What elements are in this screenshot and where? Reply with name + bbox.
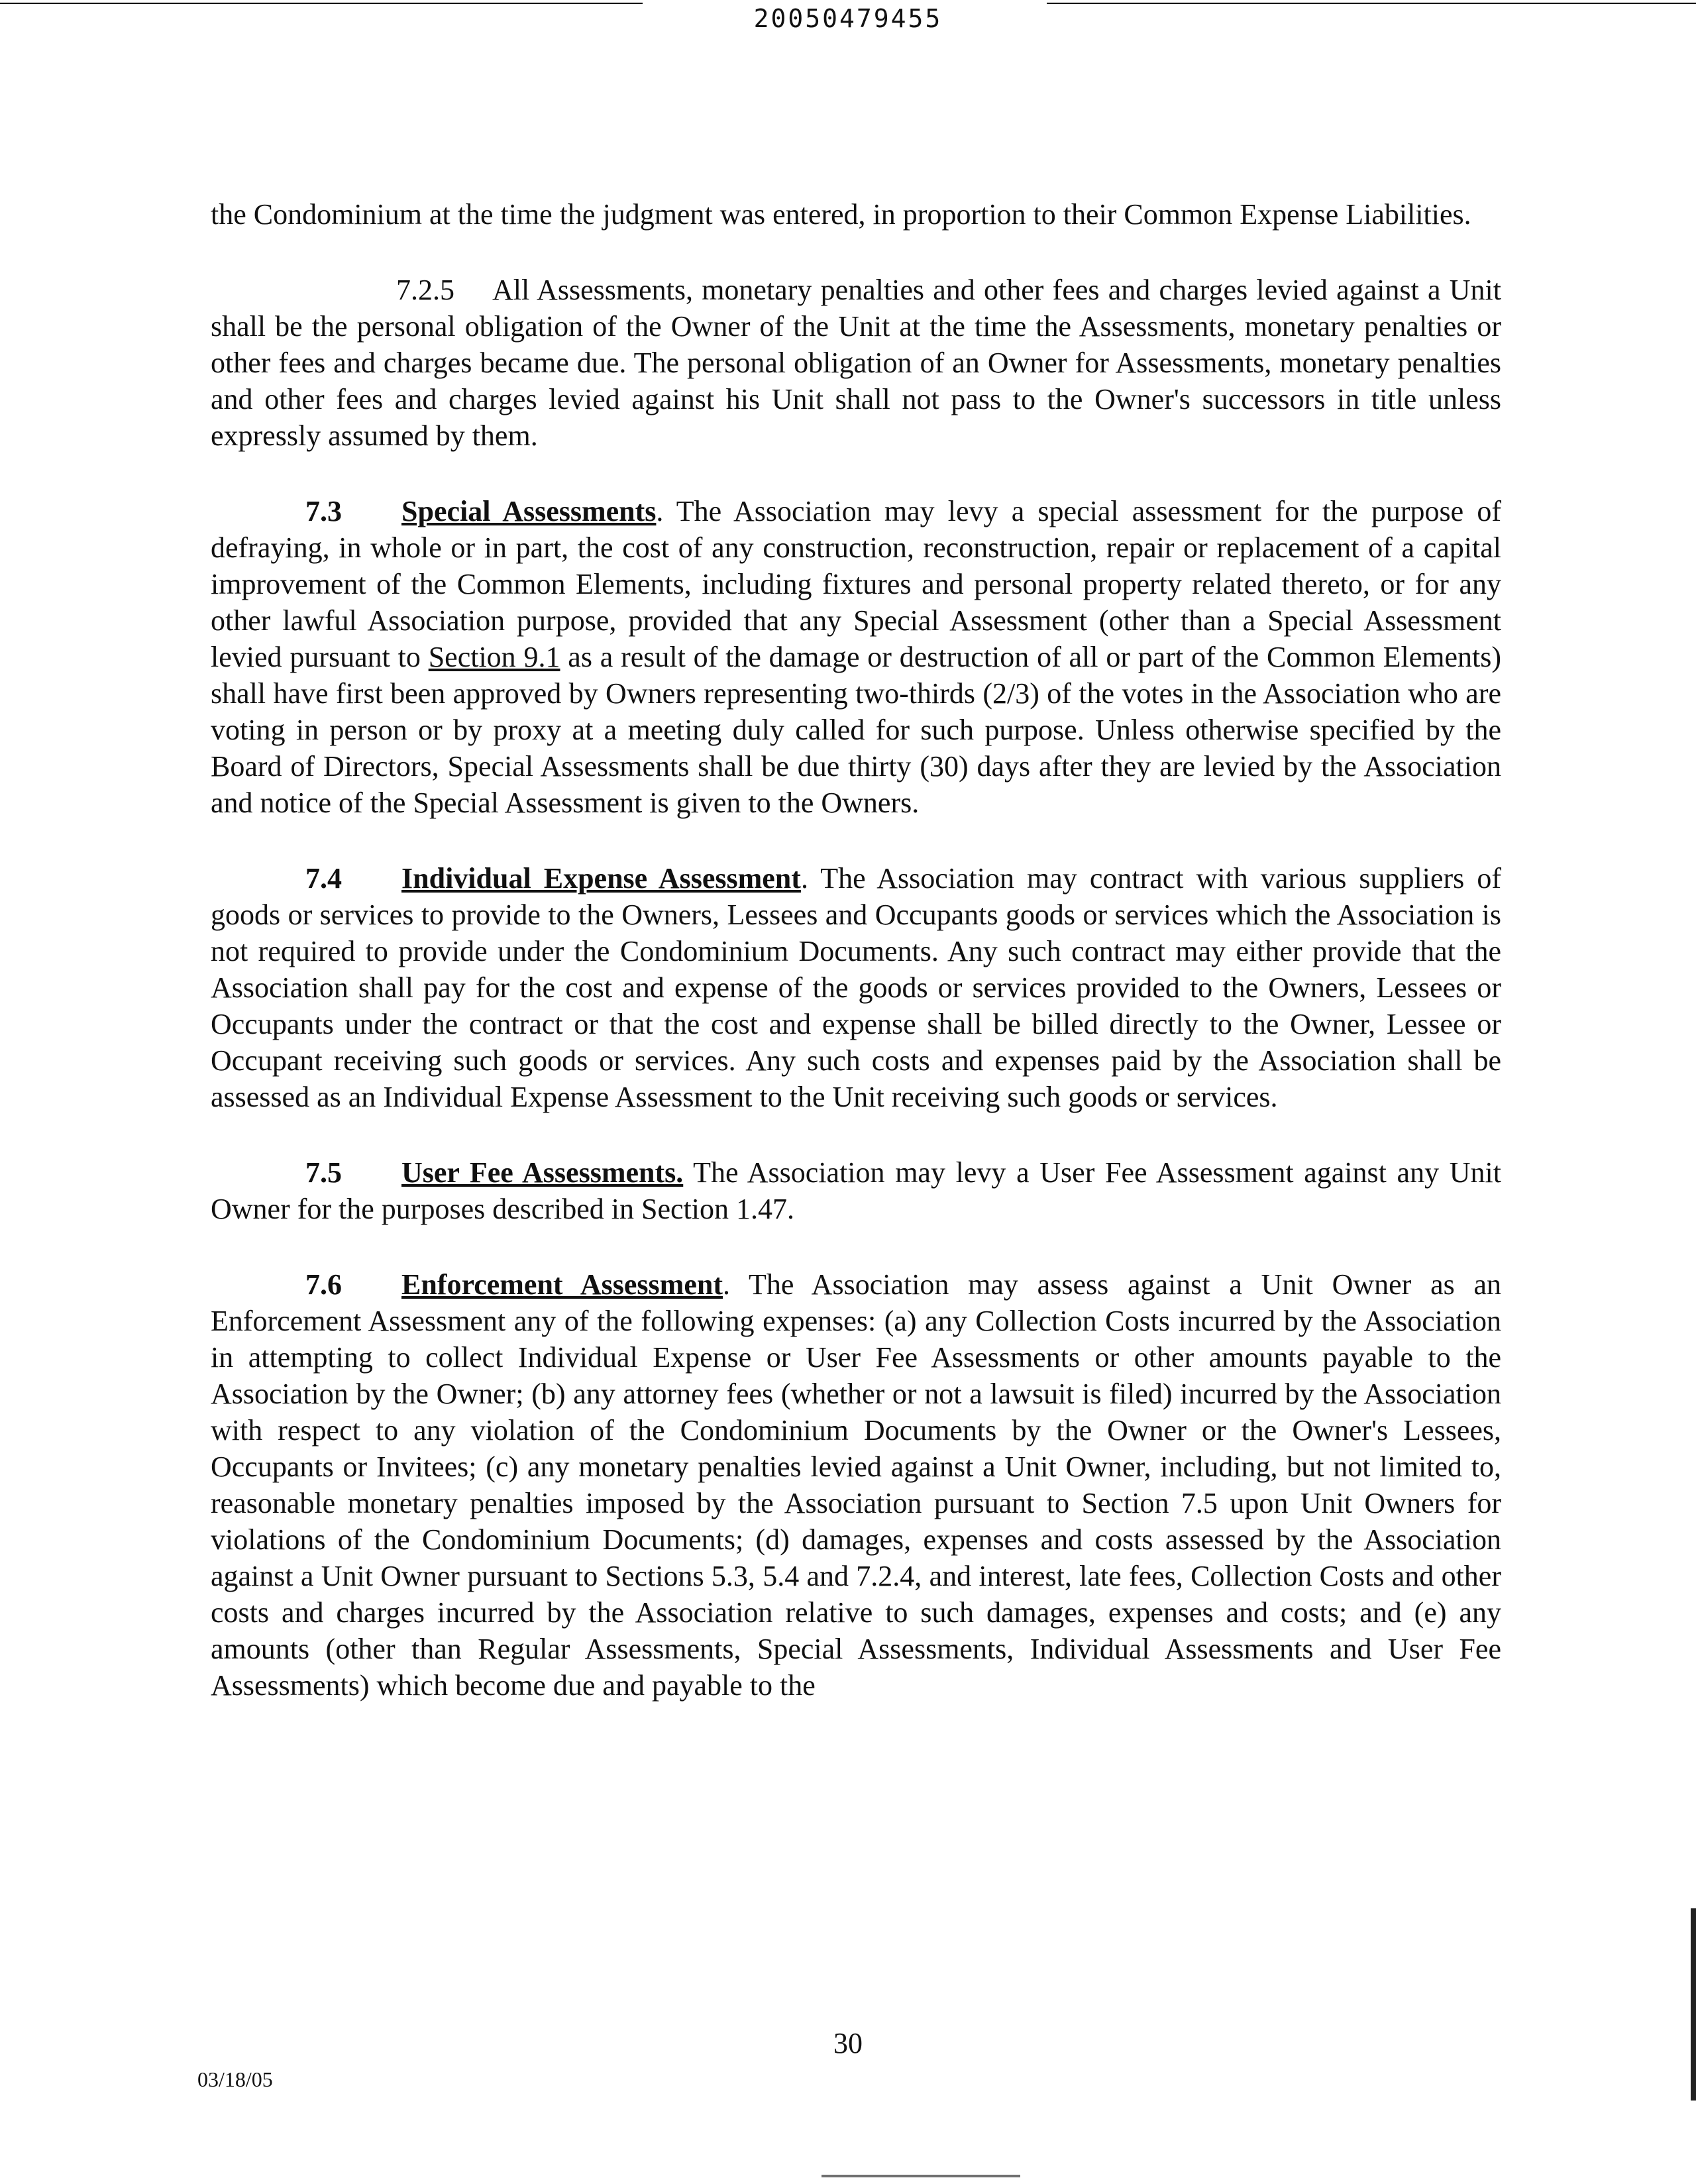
paragraph-continuation bbox=[211, 196, 1501, 233]
section-7-6: 7.6 Enforcement Assessment. The Association may assess against a Unit Owner as an Enforcement Assessment any of the following expenses: (a) any Collection Costs incurred by the Association in attempting to collect Individual Expense or User Fee Assessments or other amounts payable to the Association by the Owner; (b) any attorney fees (whether or not a lawsuit is filed) incurred by the Association with respect to any violation of the Condominium Documents by the Owner or the Owner's Lessees, Occupants or Invitees; (c) any monetary penalties levied against a Unit Owner, including, but not limited to, reasonable monetary penalties imposed by the Association pursuant to Section 7.5 upon Unit Owners for violations of the Condominium Documents; (d) damages, expenses and costs assessed by the Association against a Unit Owner pursuant to Sections 5.3, 5.4 and 7.2.4, and interest, late fees, Collection Costs and other costs and charges incurred by the Association relative to such damages, expenses and costs; and (e) any amounts (other than Regular Assessments, Special Assessments, Individual Assessments and User Fee Assessments) which become due and payable to the bbox=[211, 1266, 1501, 1704]
section-text: The Association may levy a special assessment for the purpose of defraying, in whole or in part, the cost of any construction, reconstruction, repair or replacement of a capital improvement of the Common Elements, including fixtures and personal property related thereto, or for any other lawful Association purpose, provided that any Special Assessment (other than a Special Assessment levied pursuant to bbox=[211, 495, 1501, 673]
document-number: 20050479455 bbox=[753, 4, 943, 33]
page-number: 30 bbox=[833, 2027, 863, 2059]
body-text bbox=[211, 196, 1501, 1743]
subsection-text: All Assessments, monetary penalties and other fees and charges levied against a Unit shall be the personal obligation of the Owner of the Unit at the time the Assessments, monetary penalties or other fees and charges became due. The personal obligation of an Owner for Assessments, monetary penalties and other fees and charges levied against his Unit shall not pass to the Owner's successors in title unless expressly assumed by them. bbox=[211, 274, 1501, 452]
subsection-number: 7.2.5 bbox=[396, 274, 454, 306]
section-7-5 bbox=[211, 1154, 1501, 1227]
section-number: 7.5 bbox=[305, 1156, 342, 1189]
section-text-continued: as a result of the damage or destruction of all or part of the Common Elements) shall have first been approved by Owners representing two-thirds (2/3) of the votes in the Association who are voting in person or by proxy at a meeting duly called for such purpose. Unless otherwise specified by the Board of Directors, Special Assessments shall be due thirty (30) days after they are levied by the Association and notice of the Special Assessment is given to the Owners. bbox=[211, 641, 1502, 819]
section-reference: Section 9.1 bbox=[428, 641, 560, 673]
section-text: The Association may assess against a Unit Owner as an Enforcement Assessment any of the following expenses: (a) any Collection Costs incurred by the Association in attempting to collect Individual Expense or User Fee Assessments or other amounts payable to the Association by the Owner; (b) any attorney fees (whether or not a lawsuit is filed) incurred by the Association with respect to any violation of the Condominium Documents by the Owner or the Owner's Lessees, Occupants or Invitees; (c) any monetary penalties levied against a Unit Owner, including, but not limited to, reasonable monetary penalties imposed by the Association pursuant to Section 7.5 upon Unit Owners for violations of the Condominium Documents; (d) damages, expenses and costs assessed by the Association against a Unit Owner pursuant to Sections 5.3, 5.4 and 7.2.4, and interest, late fees, Collection Costs and other costs and charges incurred by the Association relative to such damages, expenses and costs; and (e) any amounts (other than Regular Assessments, Special Assessments, Individual Assessments and User Fee Assessments) which become due and payable to the bbox=[211, 1268, 1501, 1702]
scan-bottom-mark bbox=[822, 2175, 1020, 2177]
section-number: 7.6 bbox=[305, 1268, 342, 1301]
paragraph-text: the Condominium at the time the judgment was entered, in proportion to their Common Expense Liabilities. bbox=[211, 198, 1471, 231]
section-number: 7.3 bbox=[305, 495, 342, 527]
footer-date: 03/18/05 bbox=[197, 2067, 273, 2091]
subsection-7-2-5 bbox=[211, 272, 1501, 454]
section-number: 7.4 bbox=[305, 862, 342, 895]
section-text: The Association may levy a User Fee Assessment against any Unit Owner for the purposes described in Section 1.47. bbox=[211, 1156, 1501, 1225]
scan-edge-mark bbox=[1691, 1908, 1696, 2101]
section-heading: User Fee Assessments. bbox=[401, 1156, 684, 1189]
section-heading: Individual Expense Assessment bbox=[401, 862, 801, 895]
section-7-4: 7.4 Individual Expense Assessment. The Association may contract with various suppliers of goods or services to provide to the Owners, Lessees and Occupants goods or services which the Association is not required to provide under the Condominium Documents. Any such contract may either provide that the Association shall pay for the cost and expense of the goods or services provided to the Owners, Lessees or Occupants under the contract or that the cost and expense shall be billed directly to the Owner, Lessee or Occupant receiving such goods or services. Any such costs and expenses paid by the Association shall be assessed as an Individual Expense Assessment to the Unit receiving such goods or services. bbox=[211, 860, 1501, 1115]
section-heading: Special Assessments bbox=[401, 495, 657, 527]
section-heading: Enforcement Assessment bbox=[401, 1268, 723, 1301]
section-7-3: 7.3 Special Assessments. The Association may levy a special assessment for the purpose of defraying, in whole or in part, the cost of any construction, reconstruction, repair or replacement of a capital improvement of the Common Elements, including fixtures and personal property related thereto, or for any other lawful Association purpose, provided that any Special Assessment (other than a Special Assessment levied pursuant to Section 9.1 as a result of the damage or destruction of all or part of the Common Elements) shall have first been approved by Owners representing two-thirds (2/3) of the votes in the Association who are voting in person or by proxy at a meeting duly called for such purpose. Unless otherwise specified by the Board of Directors, Special Assessments shall be due thirty (30) days after they are levied by the Association and notice of the Special Assessment is given to the Owners. bbox=[211, 493, 1501, 821]
section-text: The Association may contract with various suppliers of goods or services to provide to the Owners, Lessees and Occupants goods or services which the Association is not required to provide under the Condominium Documents. Any such contract may either provide that the Association shall pay for the cost and expense of the goods or services provided to the Owners, Lessees or Occupants under the contract or that the cost and expense shall be billed directly to the Owner, Lessee or Occupant receiving such goods or services. Any such costs and expenses paid by the Association shall be assessed as an Individual Expense Assessment to the Unit receiving such goods or services. bbox=[211, 862, 1502, 1113]
